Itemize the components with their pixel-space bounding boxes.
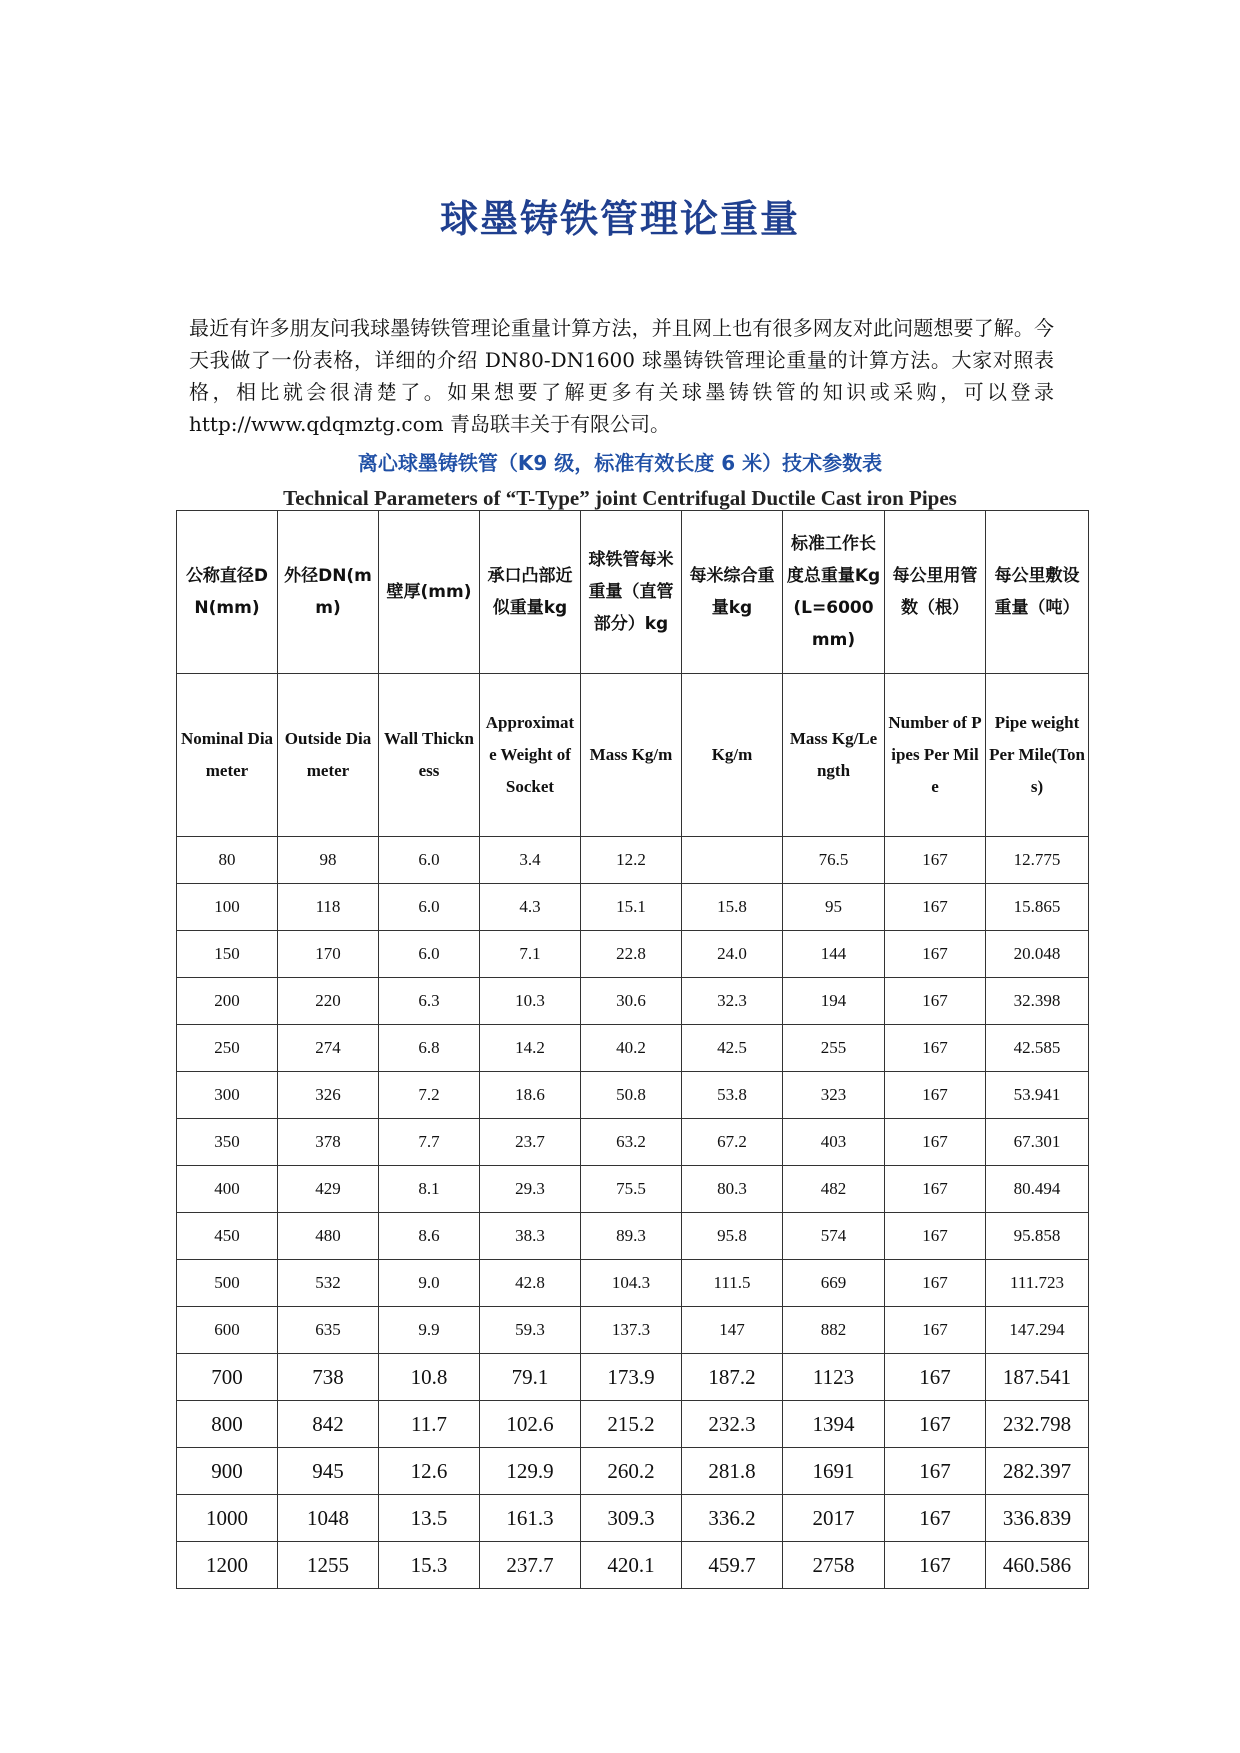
table-cell: 800	[177, 1401, 278, 1448]
table-cell: 12.6	[379, 1448, 480, 1495]
table-row	[177, 1448, 1089, 1495]
table-cell: 167	[885, 1401, 986, 1448]
table-cell: 300	[177, 1072, 278, 1119]
header-cell: 公称直径DN(mm)	[177, 511, 278, 674]
table-title-cn: 离心球墨铸铁管（K9 级，标准有效长度 6 米）技术参数表	[357, 451, 883, 475]
table-cell: 8.6	[379, 1213, 480, 1260]
table-cell: 80	[177, 837, 278, 884]
table-cell: 1255	[278, 1542, 379, 1589]
table-cell: 167	[885, 1119, 986, 1166]
table-row	[177, 1260, 1089, 1307]
table-cell: 167	[885, 978, 986, 1025]
header-cell: Approximate Weight of Socket	[480, 674, 581, 837]
table-cell: 220	[278, 978, 379, 1025]
table-cell: 167	[885, 1307, 986, 1354]
table-cell: 95	[783, 884, 885, 931]
table-cell: 29.3	[480, 1166, 581, 1213]
table-cell: 309.3	[581, 1495, 682, 1542]
table-cell: 67.2	[682, 1119, 783, 1166]
header-cell: 外径DN(mm)	[278, 511, 379, 674]
table-cell: 281.8	[682, 1448, 783, 1495]
header-cell: Mass Kg/Length	[783, 674, 885, 837]
header-cell: 每米综合重量kg	[682, 511, 783, 674]
table-cell: 12.2	[581, 837, 682, 884]
table-cell: 350	[177, 1119, 278, 1166]
table-cell: 161.3	[480, 1495, 581, 1542]
table-cell: 104.3	[581, 1260, 682, 1307]
table-cell: 336.2	[682, 1495, 783, 1542]
table-cell: 429	[278, 1166, 379, 1213]
table-cell: 167	[885, 1025, 986, 1072]
table-cell: 167	[885, 1260, 986, 1307]
table-cell: 403	[783, 1119, 885, 1166]
header-cell: Number of Pipes Per Mile	[885, 674, 986, 837]
table-cell: 400	[177, 1166, 278, 1213]
table-cell: 95.858	[986, 1213, 1089, 1260]
table-cell: 1200	[177, 1542, 278, 1589]
header-cell: 承口凸部近似重量kg	[480, 511, 581, 674]
table-cell: 167	[885, 1542, 986, 1589]
table-cell: 147.294	[986, 1307, 1089, 1354]
table-cell: 738	[278, 1354, 379, 1401]
table-cell: 6.3	[379, 978, 480, 1025]
table-cell: 42.8	[480, 1260, 581, 1307]
parameters-table	[176, 510, 1089, 1589]
table-cell: 250	[177, 1025, 278, 1072]
table-cell: 170	[278, 931, 379, 978]
table-cell: 12.775	[986, 837, 1089, 884]
table-cell: 167	[885, 837, 986, 884]
table-cell: 2017	[783, 1495, 885, 1542]
header-cell: 壁厚(mm)	[379, 511, 480, 674]
table-cell: 480	[278, 1213, 379, 1260]
table-cell: 420.1	[581, 1542, 682, 1589]
table-cell: 482	[783, 1166, 885, 1213]
table-cell: 11.7	[379, 1401, 480, 1448]
table-row	[177, 1307, 1089, 1354]
table-cell: 167	[885, 1166, 986, 1213]
table-cell: 7.7	[379, 1119, 480, 1166]
table-cell: 900	[177, 1448, 278, 1495]
table-row	[177, 1119, 1089, 1166]
table-cell: 23.7	[480, 1119, 581, 1166]
table-cell: 63.2	[581, 1119, 682, 1166]
table-cell: 500	[177, 1260, 278, 1307]
table-row	[177, 978, 1089, 1025]
table-row	[177, 1354, 1089, 1401]
table-cell: 24.0	[682, 931, 783, 978]
table-cell: 4.3	[480, 884, 581, 931]
table-cell: 167	[885, 931, 986, 978]
table-cell: 10.8	[379, 1354, 480, 1401]
table-cell: 336.839	[986, 1495, 1089, 1542]
header-cell: Kg/m	[682, 674, 783, 837]
table-cell: 255	[783, 1025, 885, 1072]
table-cell: 1048	[278, 1495, 379, 1542]
table-cell: 8.1	[379, 1166, 480, 1213]
table-cell: 150	[177, 931, 278, 978]
table-cell: 882	[783, 1307, 885, 1354]
table-cell	[682, 837, 783, 884]
table-cell: 95.8	[682, 1213, 783, 1260]
table-cell: 14.2	[480, 1025, 581, 1072]
table-cell: 80.3	[682, 1166, 783, 1213]
table-cell: 187.2	[682, 1354, 783, 1401]
table-cell: 53.941	[986, 1072, 1089, 1119]
header-row-cn	[177, 511, 1089, 674]
table-cell: 40.2	[581, 1025, 682, 1072]
table-cell: 15.1	[581, 884, 682, 931]
table-cell: 700	[177, 1354, 278, 1401]
table-cell: 7.2	[379, 1072, 480, 1119]
table-row	[177, 1495, 1089, 1542]
table-cell: 7.1	[480, 931, 581, 978]
table-cell: 76.5	[783, 837, 885, 884]
table-cell: 260.2	[581, 1448, 682, 1495]
table-cell: 167	[885, 1213, 986, 1260]
table-cell: 167	[885, 1072, 986, 1119]
table-title-en: Technical Parameters of “T-Type” joint Centrifugal Ductile Cast iron Pipes	[283, 486, 957, 510]
table-cell: 326	[278, 1072, 379, 1119]
table-row	[177, 884, 1089, 931]
header-cell: Wall Thickness	[379, 674, 480, 837]
table-cell: 167	[885, 1354, 986, 1401]
table-cell: 532	[278, 1260, 379, 1307]
table-cell: 9.0	[379, 1260, 480, 1307]
table-cell: 118	[278, 884, 379, 931]
table-cell: 945	[278, 1448, 379, 1495]
table-cell: 194	[783, 978, 885, 1025]
table-cell: 53.8	[682, 1072, 783, 1119]
table-cell: 15.865	[986, 884, 1089, 931]
table-cell: 147	[682, 1307, 783, 1354]
table-cell: 67.301	[986, 1119, 1089, 1166]
header-cell: 标准工作长度总重量Kg(L=6000mm)	[783, 511, 885, 674]
table-cell: 282.397	[986, 1448, 1089, 1495]
table-cell: 102.6	[480, 1401, 581, 1448]
table-cell: 6.0	[379, 837, 480, 884]
table-cell: 13.5	[379, 1495, 480, 1542]
table-cell: 3.4	[480, 837, 581, 884]
table-cell: 173.9	[581, 1354, 682, 1401]
table-cell: 98	[278, 837, 379, 884]
table-cell: 59.3	[480, 1307, 581, 1354]
table-cell: 18.6	[480, 1072, 581, 1119]
table-cell: 378	[278, 1119, 379, 1166]
table-cell: 79.1	[480, 1354, 581, 1401]
table-cell: 274	[278, 1025, 379, 1072]
table-cell: 237.7	[480, 1542, 581, 1589]
table-row	[177, 837, 1089, 884]
table-cell: 842	[278, 1401, 379, 1448]
table-row	[177, 1166, 1089, 1213]
table-cell: 32.398	[986, 978, 1089, 1025]
table-cell: 30.6	[581, 978, 682, 1025]
table-cell: 42.585	[986, 1025, 1089, 1072]
table-cell: 1394	[783, 1401, 885, 1448]
table-cell: 89.3	[581, 1213, 682, 1260]
table-row	[177, 931, 1089, 978]
table-cell: 323	[783, 1072, 885, 1119]
table-row	[177, 1401, 1089, 1448]
header-cell: Pipe weight Per Mile(Tons)	[986, 674, 1089, 837]
table-cell: 232.798	[986, 1401, 1089, 1448]
page-title: 球墨铸铁管理论重量	[439, 197, 800, 241]
table-cell: 137.3	[581, 1307, 682, 1354]
table-cell: 167	[885, 1495, 986, 1542]
table-cell: 6.0	[379, 884, 480, 931]
header-cell: 球铁管每米重量（直管部分）kg	[581, 511, 682, 674]
table-cell: 6.0	[379, 931, 480, 978]
table-cell: 635	[278, 1307, 379, 1354]
table-row	[177, 1025, 1089, 1072]
table-cell: 20.048	[986, 931, 1089, 978]
header-cell: 每公里用管数（根）	[885, 511, 986, 674]
table-cell: 460.586	[986, 1542, 1089, 1589]
table-cell: 50.8	[581, 1072, 682, 1119]
table-cell: 600	[177, 1307, 278, 1354]
intro-paragraph: 最近有许多朋友问我球墨铸铁管理论重量计算方法，并且网上也有很多网友对此问题想要了解。今天我做了一份表格，详细的介绍 DN80-DN1600 球墨铸铁管理论重量的计算方法。大家对照表格，相比就会很清楚了。如果想要了解更多有关球墨铸铁管的知识或采购，可以登录 http://www.qdqmztg.com 青岛联丰关于有限公司。	[189, 316, 1054, 436]
header-row-en	[177, 674, 1089, 837]
table-cell: 200	[177, 978, 278, 1025]
table-row	[177, 1072, 1089, 1119]
table-cell: 9.9	[379, 1307, 480, 1354]
table-cell: 459.7	[682, 1542, 783, 1589]
table-cell: 2758	[783, 1542, 885, 1589]
table-cell: 232.3	[682, 1401, 783, 1448]
table-cell: 15.3	[379, 1542, 480, 1589]
table-cell: 167	[885, 1448, 986, 1495]
table-cell: 574	[783, 1213, 885, 1260]
table-cell: 111.5	[682, 1260, 783, 1307]
table-cell: 75.5	[581, 1166, 682, 1213]
table-row	[177, 1542, 1089, 1589]
header-cell: 每公里敷设重量（吨）	[986, 511, 1089, 674]
table-cell: 669	[783, 1260, 885, 1307]
table-cell: 80.494	[986, 1166, 1089, 1213]
table-cell: 111.723	[986, 1260, 1089, 1307]
table-cell: 100	[177, 884, 278, 931]
table-cell: 32.3	[682, 978, 783, 1025]
table-cell: 1123	[783, 1354, 885, 1401]
table-cell: 187.541	[986, 1354, 1089, 1401]
table-cell: 10.3	[480, 978, 581, 1025]
table-cell: 6.8	[379, 1025, 480, 1072]
table-cell: 144	[783, 931, 885, 978]
table-cell: 167	[885, 884, 986, 931]
table-cell: 22.8	[581, 931, 682, 978]
header-cell: Mass Kg/m	[581, 674, 682, 837]
table-row	[177, 1213, 1089, 1260]
table-cell: 1000	[177, 1495, 278, 1542]
table-cell: 450	[177, 1213, 278, 1260]
table-cell: 15.8	[682, 884, 783, 931]
table-cell: 129.9	[480, 1448, 581, 1495]
table-cell: 215.2	[581, 1401, 682, 1448]
table-cell: 42.5	[682, 1025, 783, 1072]
table-cell: 38.3	[480, 1213, 581, 1260]
header-cell: Nominal Diameter	[177, 674, 278, 837]
table-cell: 1691	[783, 1448, 885, 1495]
header-cell: Outside Diameter	[278, 674, 379, 837]
